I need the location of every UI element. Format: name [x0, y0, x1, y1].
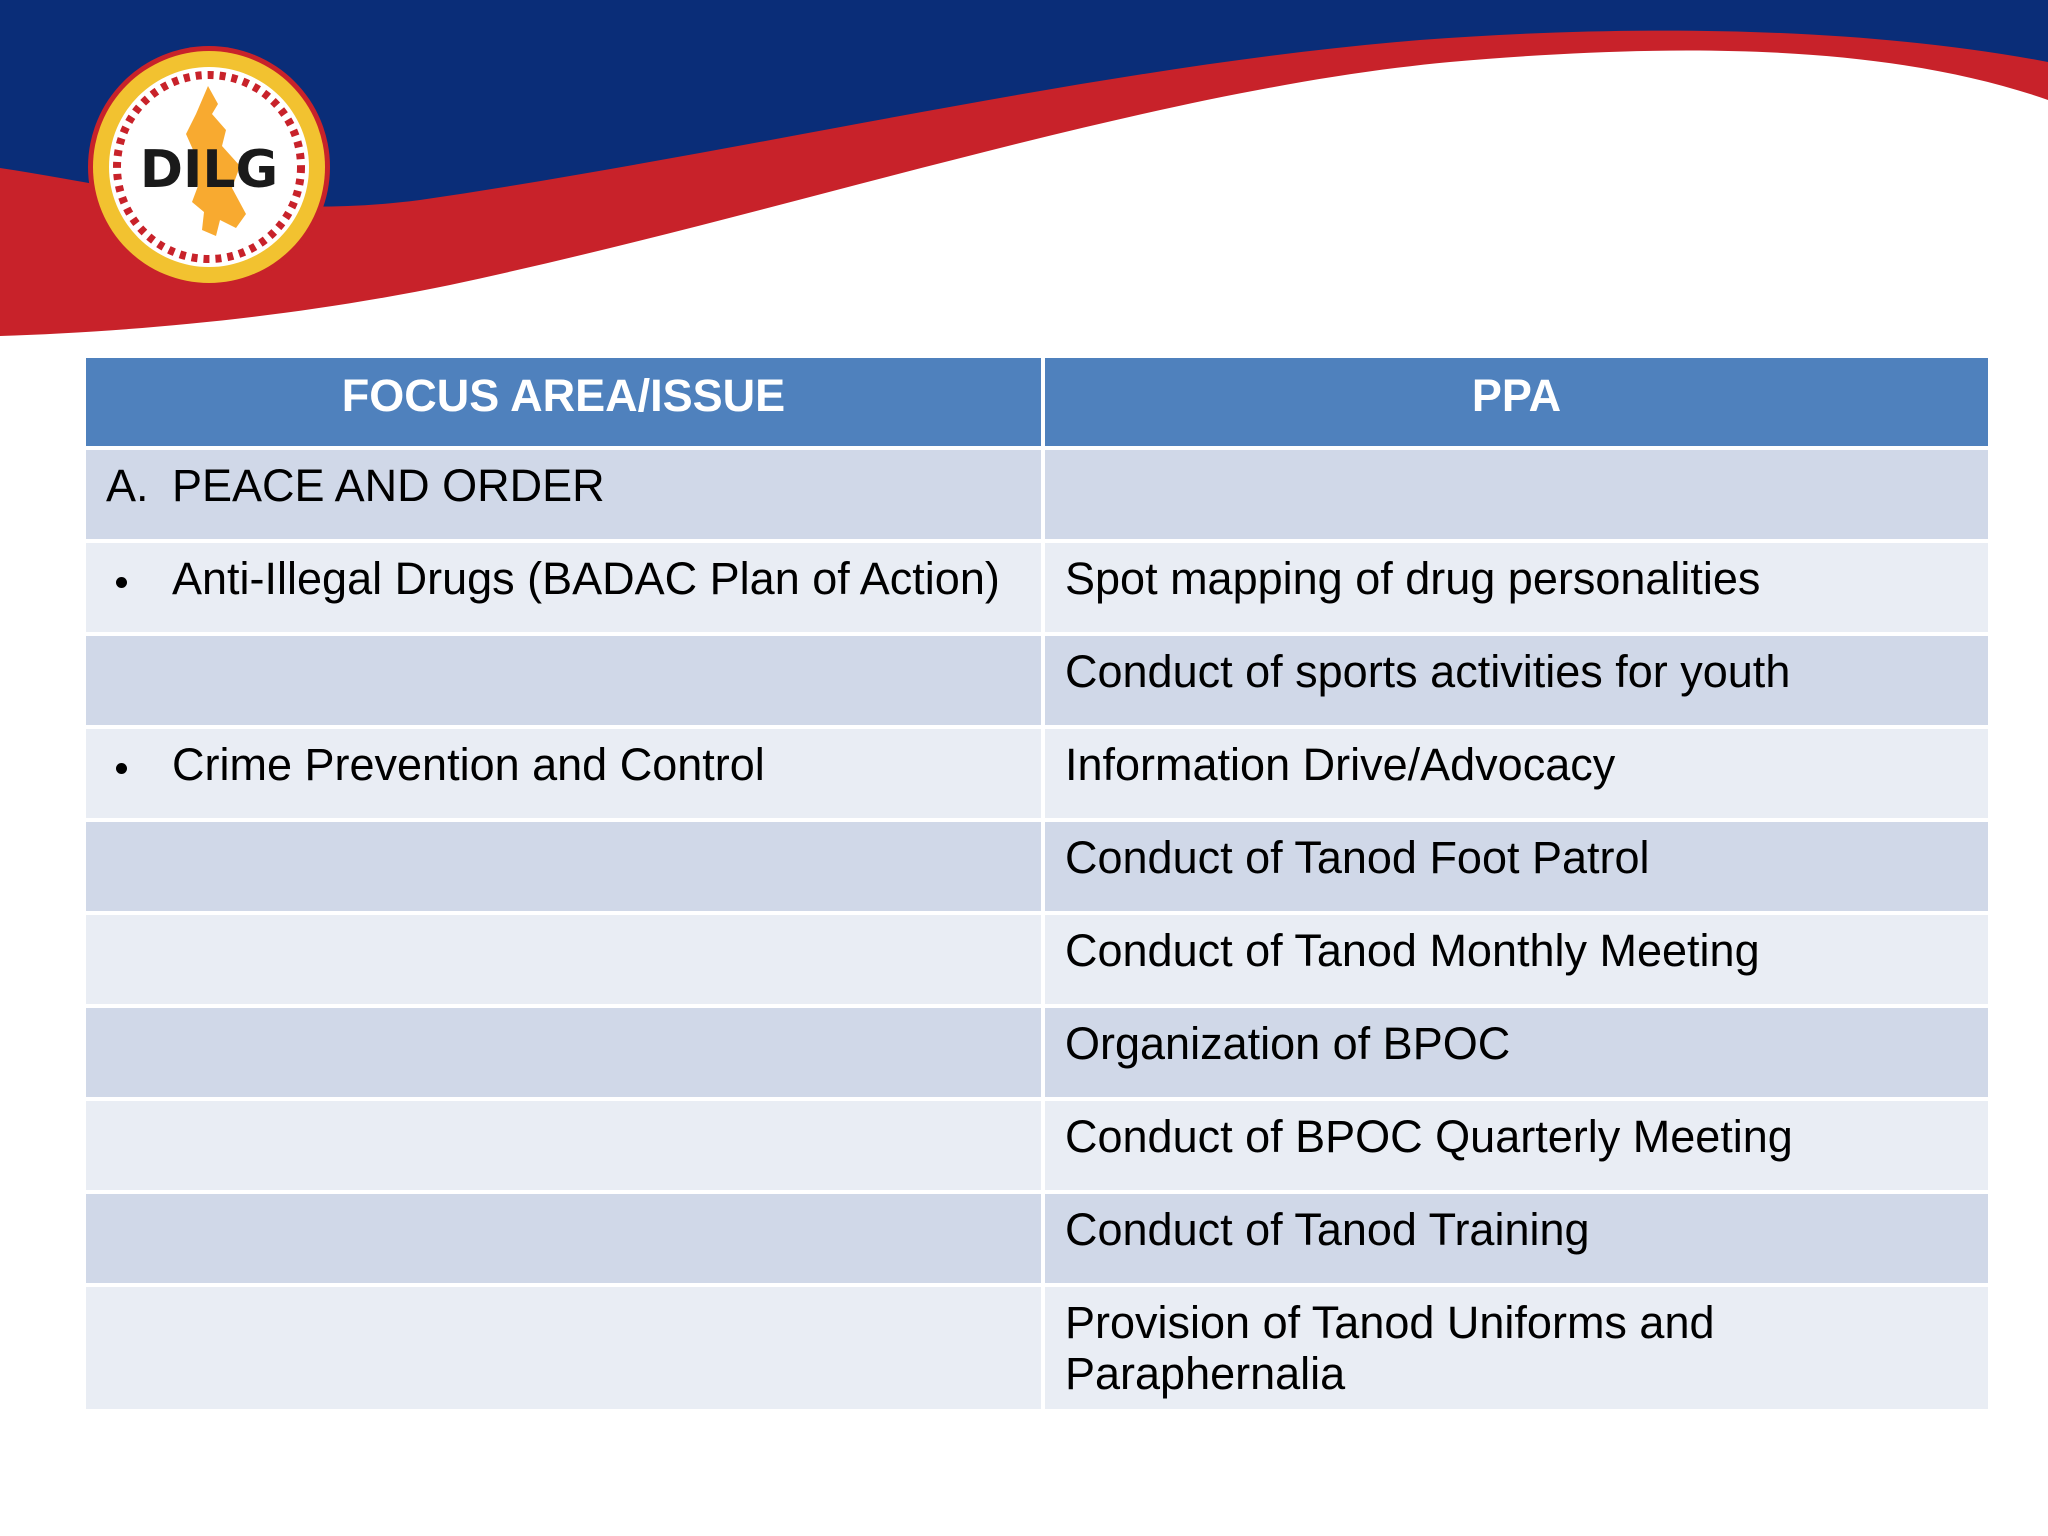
focus-cell [86, 915, 1041, 1004]
section-marker: A. [106, 460, 149, 511]
focus-cell [86, 1287, 1041, 1409]
table-row [86, 1008, 1988, 1097]
table-row [86, 543, 1988, 632]
logo-text: DILG [139, 140, 279, 200]
focus-text: Anti-Illegal Drugs (BADAC Plan of Action) [172, 553, 1000, 604]
table-header-row [86, 358, 1988, 446]
ppa-cell: Conduct of sports activities for youth [1045, 636, 1988, 725]
focus-cell [86, 1008, 1041, 1097]
ppa-cell: Provision of Tanod Uniforms and Paraphernalia [1045, 1287, 1988, 1409]
focus-cell [86, 729, 1041, 818]
table-row [86, 636, 1988, 725]
focus-text: Crime Prevention and Control [172, 739, 765, 790]
ppa-cell [1045, 450, 1988, 539]
header-focus-area: FOCUS AREA/ISSUE [86, 358, 1041, 446]
ppa-cell: Conduct of Tanod Foot Patrol [1045, 822, 1988, 911]
focus-cell [86, 450, 1041, 539]
header-ppa: PPA [1045, 358, 1988, 446]
table-row [86, 1194, 1988, 1283]
dilg-seal-logo [86, 44, 332, 290]
ppa-cell: Conduct of Tanod Monthly Meeting [1045, 915, 1988, 1004]
ppa-table [82, 354, 1992, 1413]
table-row [86, 915, 1988, 1004]
focus-cell [86, 822, 1041, 911]
focus-cell [86, 1194, 1041, 1283]
focus-cell [86, 543, 1041, 632]
ppa-cell: Organization of BPOC [1045, 1008, 1988, 1097]
ppa-cell: Conduct of BPOC Quarterly Meeting [1045, 1101, 1988, 1190]
ppa-cell: Spot mapping of drug personalities [1045, 543, 1988, 632]
focus-cell [86, 636, 1041, 725]
table-row [86, 450, 1988, 539]
ppa-cell: Information Drive/Advocacy [1045, 729, 1988, 818]
table-row [86, 1287, 1988, 1409]
ppa-cell: Conduct of Tanod Training [1045, 1194, 1988, 1283]
focus-text: PEACE AND ORDER [172, 460, 605, 511]
table-row [86, 1101, 1988, 1190]
table-row [86, 729, 1988, 818]
bullet-icon [106, 739, 172, 790]
table-row [86, 822, 1988, 911]
focus-cell [86, 1101, 1041, 1190]
bullet-icon [106, 553, 172, 604]
